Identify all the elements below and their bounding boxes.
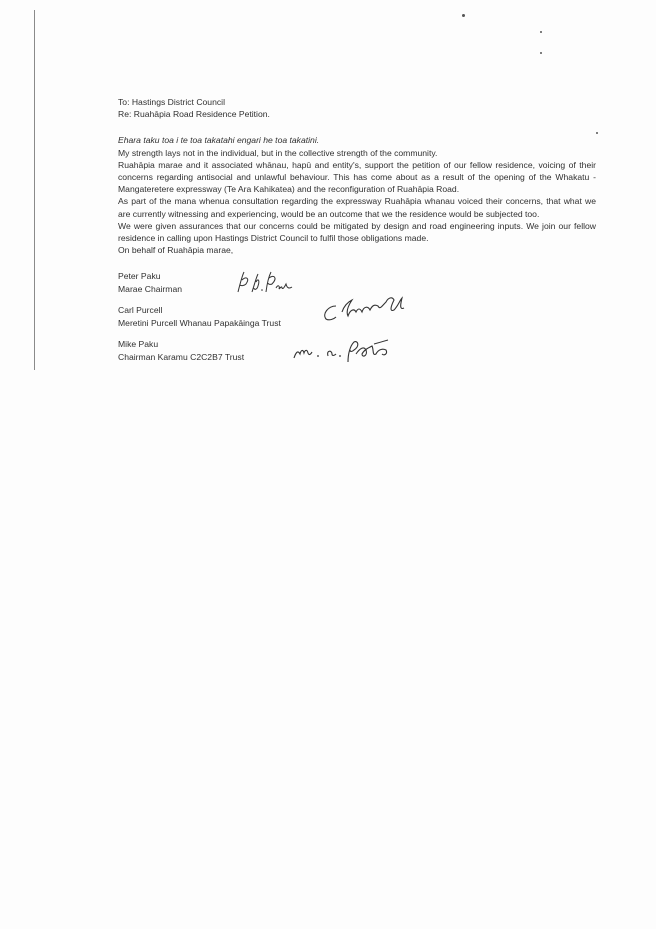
- scan-speck: [462, 14, 465, 17]
- scan-margin-line: [34, 10, 35, 370]
- signatory-name: Mike Paku: [118, 339, 159, 350]
- signatures-block: [118, 270, 596, 370]
- signature-carl-purcell: [320, 294, 410, 324]
- signatory-name: Peter Paku: [118, 271, 161, 282]
- translation-line: My strength lays not in the individual, but in the collective strength of the community.: [118, 147, 438, 158]
- signatory-peter-paku: [118, 270, 182, 294]
- letter-header: [118, 96, 596, 120]
- scan-speck: [540, 52, 542, 54]
- signatory-name: Carl Purcell: [118, 305, 163, 316]
- signature-mike-paku: [290, 336, 402, 366]
- signatory-role: Marae Chairman: [118, 283, 182, 294]
- signatory-role: Meretini Purcell Whanau Papakāinga Trust: [118, 317, 281, 328]
- paragraph-consultation: As part of the mana whenua consultation regarding the expressway Ruahāpia whanau voiced their concerns, that what we are currently witnessing and experiencing, would be an outcome that we the residence would be subjected too.: [118, 196, 596, 219]
- letter-body: [118, 96, 596, 370]
- whakatauki-line: Ehara taku toa i te toa takatahi engari he toa takatini.: [118, 135, 320, 146]
- paragraph-support: Ruahāpia marae and it associated whānau, hapū and entity's, support the petition of our fellow residence, voicing of their concerns regarding antisocial and unlawful behaviour. This has come about as a result of the opening of the Whakatu - Mangateretere expressway (Te Ara Kahikatea) and the reconfiguration of Ruahāpia Road.: [118, 159, 596, 195]
- scan-speck: [540, 31, 542, 33]
- signatory-role: Chairman Karamu C2C2B7 Trust: [118, 351, 245, 362]
- paragraph-assurances: We were given assurances that our concerns could be mitigated by design and road engineering inputs. We join our fellow residence in calling upon Hastings District Council to fulfil those obligations made.: [118, 220, 596, 244]
- scan-speck: [596, 132, 598, 134]
- subject-line: Re: Ruahāpia Road Residence Petition.: [118, 109, 270, 120]
- recipient-line: To: Hastings District Council: [118, 97, 225, 107]
- signature-peter-paku: [232, 268, 294, 298]
- signatory-mike-paku: [118, 338, 244, 362]
- closing-line: On behalf of Ruahāpia marae,: [118, 245, 234, 256]
- signatory-carl-purcell: [118, 304, 281, 328]
